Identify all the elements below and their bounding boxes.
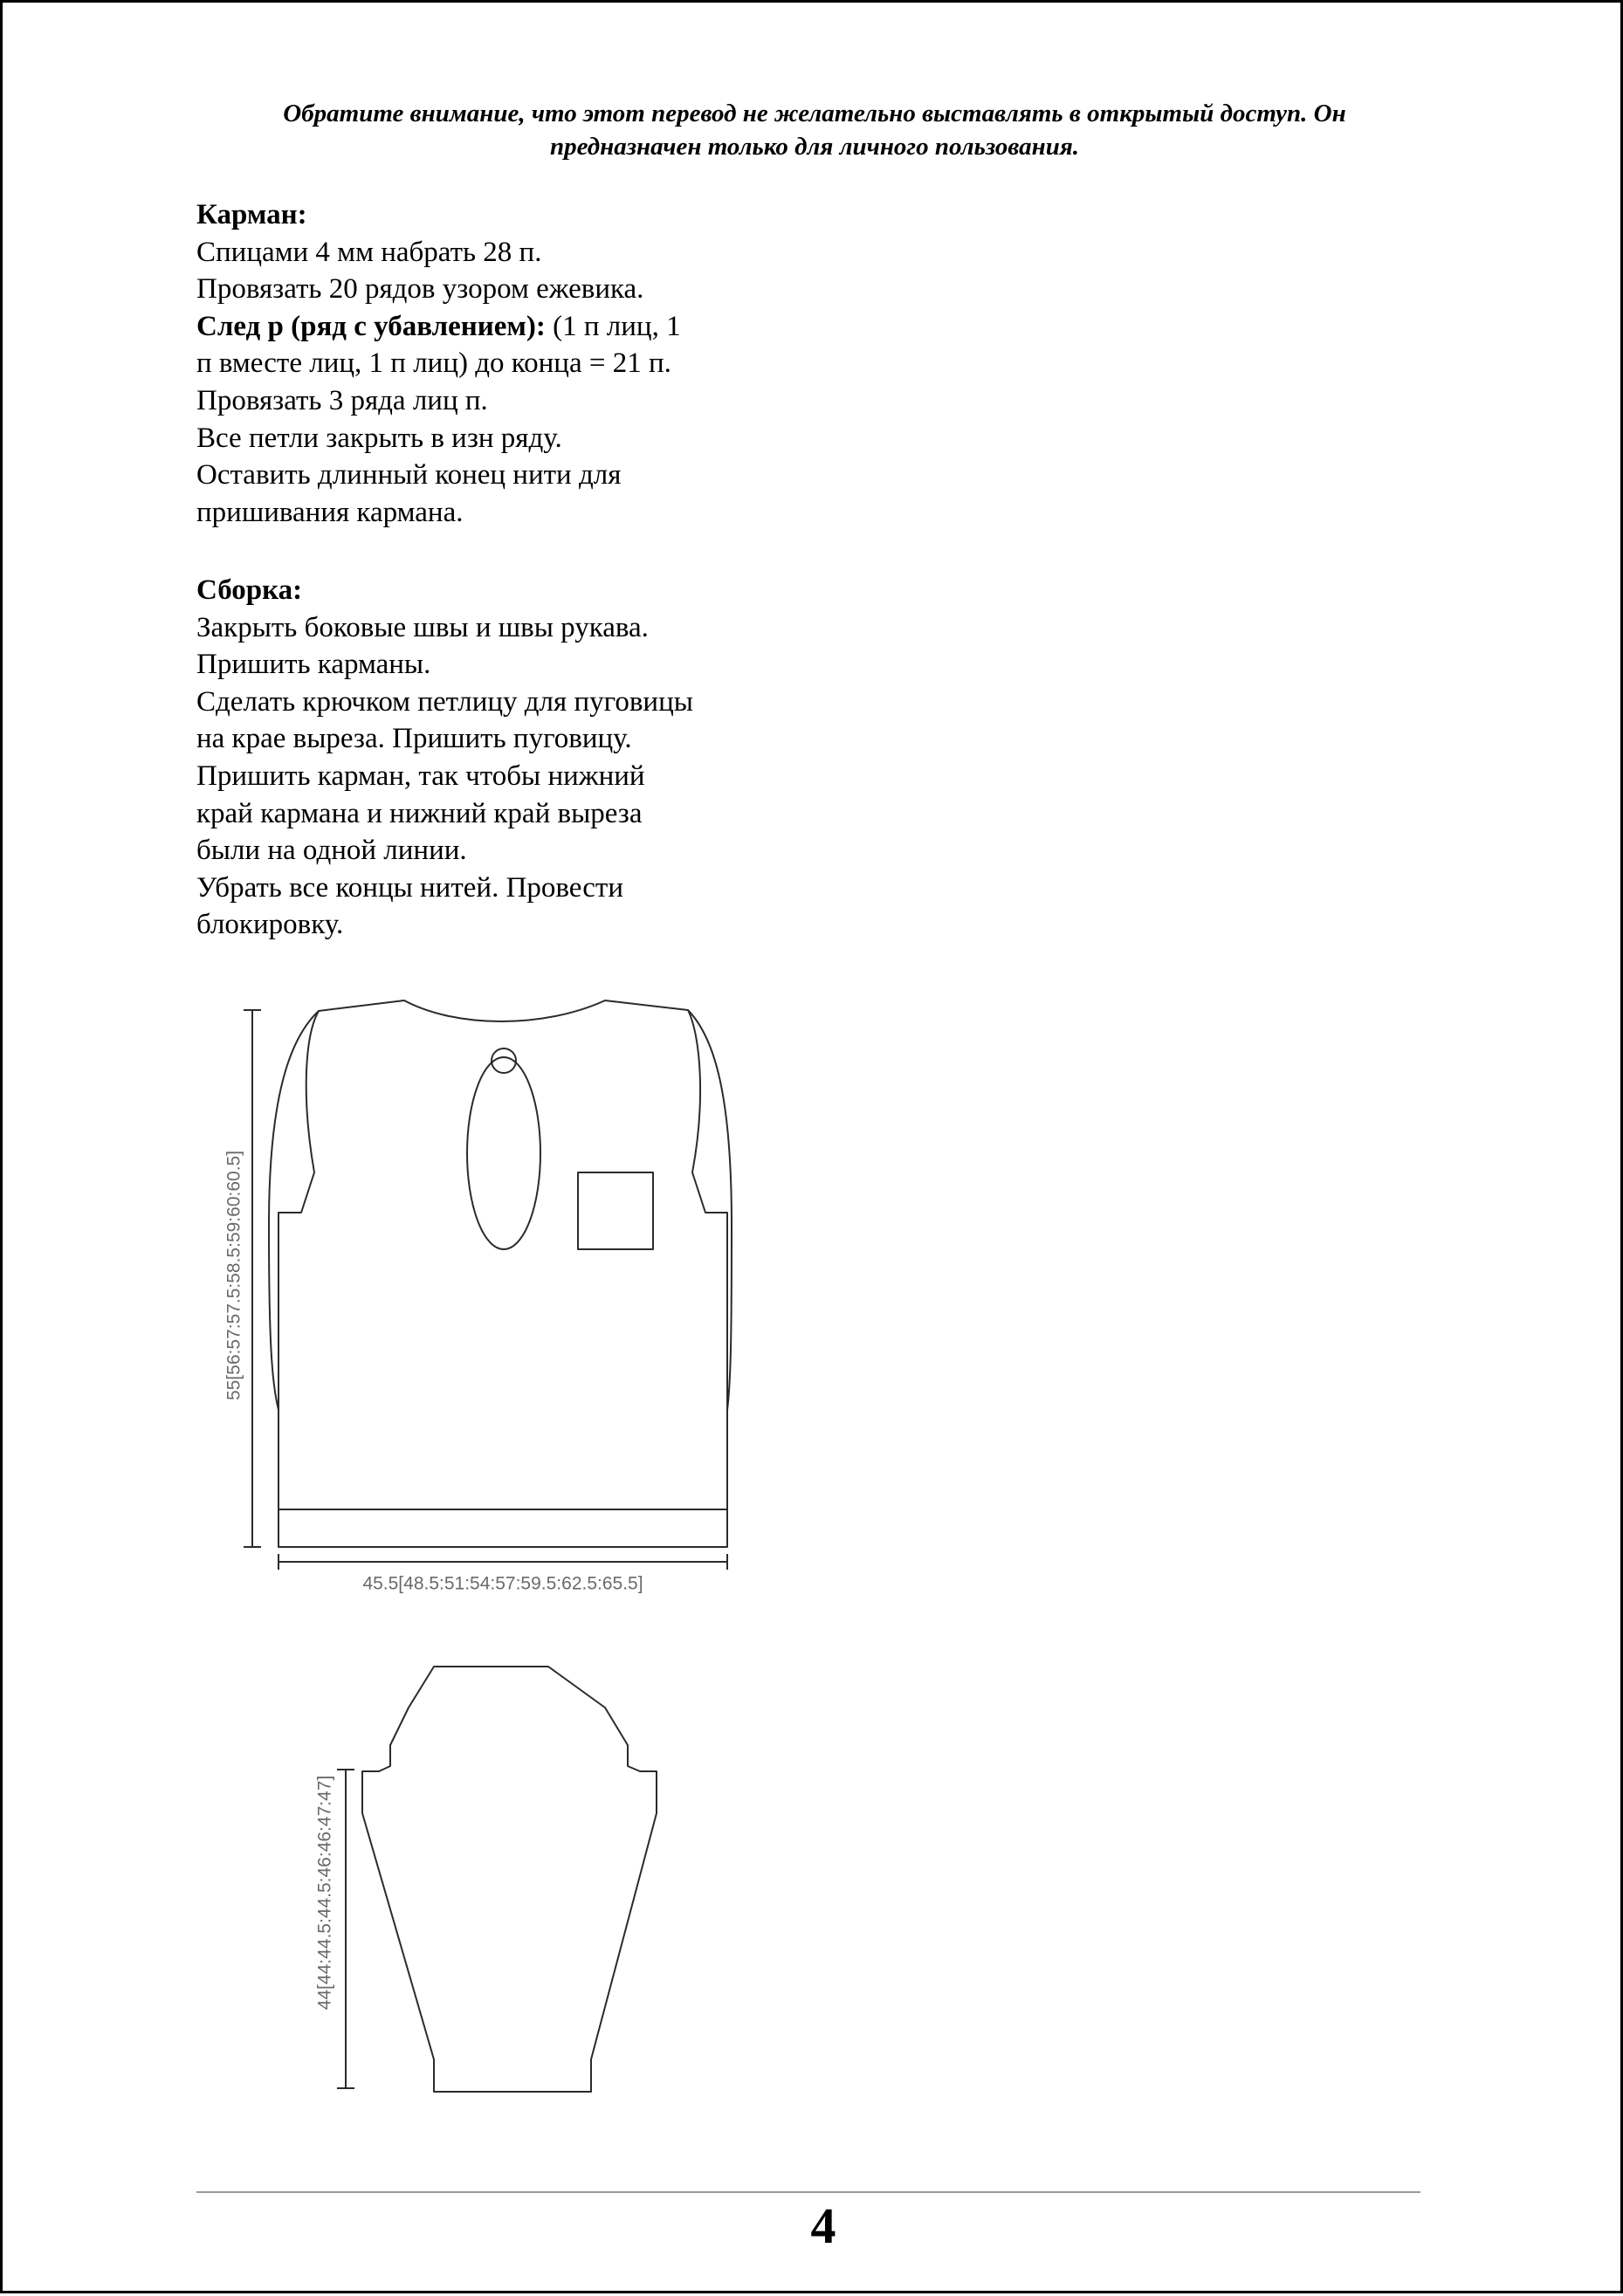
assembly-line-1: Закрыть боковые швы и швы рукава. — [196, 611, 649, 643]
page-number: 4 — [810, 2197, 836, 2254]
assembly-line-4: на крае выреза. Пришить пуговицу. — [196, 723, 632, 755]
assembly-line-6: край кармана и нижний край выреза — [196, 797, 643, 829]
assembly-line-2: Пришить карманы. — [196, 649, 431, 681]
pocket-line-4: п вместе лиц, 1 п лиц) до конца = 21 п. — [196, 347, 671, 380]
assembly-heading: Сборка: — [196, 574, 303, 606]
pocket-line-6: Все петли закрыть в изн ряду. — [196, 422, 562, 454]
pocket-line-1: Спицами 4 мм набрать 28 п. — [196, 236, 542, 268]
body-outline — [279, 1000, 727, 1547]
pocket-line-7: Оставить длинный конец нити для — [196, 459, 622, 492]
sleeve-length-label: 44[44:44.5:44.5:46:46:47:47] — [314, 1775, 335, 2011]
assembly-line-8: Убрать все концы нитей. Провести — [196, 871, 623, 904]
pocket-line-5: Провязать 3 ряда лиц п. — [196, 384, 488, 416]
decrease-row-text: (1 п лиц, 1 — [545, 310, 681, 342]
body-width-label: 45.5[48.5:51:54:57:59.5:62.5:65.5] — [362, 1573, 643, 1594]
assembly-line-3: Сделать крючком петлицу для пуговицы — [196, 685, 693, 718]
footer-divider — [196, 2191, 1420, 2193]
pocket-heading: Карман: — [196, 199, 307, 230]
pocket-line-2: Провязать 20 рядов узором ежевика. — [196, 273, 644, 306]
assembly-line-9: блокировку. — [196, 909, 344, 941]
body-height-label: 55[56:57:57.5:58.5:59:60:60.5] — [224, 1150, 244, 1401]
notice-line-1: Обратите внимание, что этот перевод не желательно выставлять в открытый доступ. Он — [283, 100, 1346, 127]
left-sleeve-outline — [269, 1011, 319, 1410]
notice-line-2: предназначен только для личного пользования. — [549, 133, 1080, 161]
sleeve-outline — [362, 1667, 657, 2092]
right-sleeve-outline — [688, 1010, 732, 1410]
pocket-line-8: пришивания кармана. — [196, 496, 464, 528]
decrease-row-label: След р (ряд с убавлением): — [196, 310, 546, 342]
assembly-line-5: Пришить карман, так чтобы нижний — [196, 760, 645, 792]
keyhole-opening — [467, 1057, 540, 1249]
garment-schematic — [3, 3, 1623, 2296]
pocket-shape — [578, 1172, 653, 1249]
assembly-line-7: были на одной линии. — [196, 835, 467, 867]
